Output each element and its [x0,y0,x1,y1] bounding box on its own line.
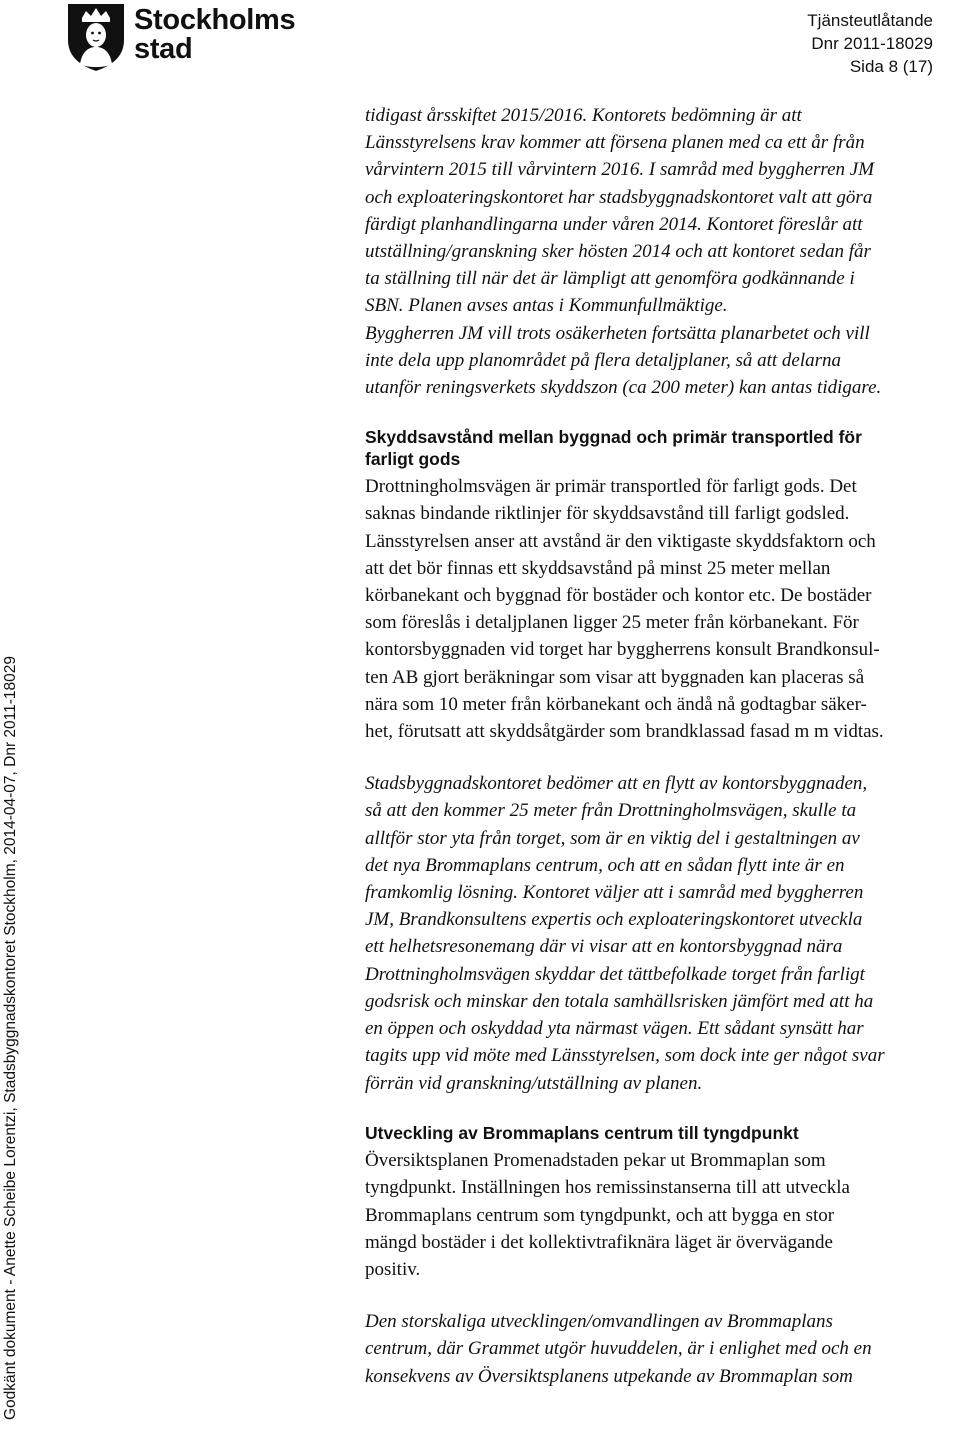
text-line: utställning/granskning sker hösten 2014 och att kontoret sedan får [365,241,871,263]
text-line: och exploateringskontoret har stadsbyggnadskontoret valt att göra [365,186,873,208]
text-line: att det bör finnas ett skyddsavstånd på minst 25 meter mellan [365,557,831,579]
text-line: mängd bostäder i det kollektivtrafiknära läget är övervägande [365,1231,833,1253]
stockholm-logo [66,2,296,74]
heading-line: farligt gods [365,448,461,469]
text-line: ta ställning till när det är lämpligt att genomföra godkännande i [365,268,855,290]
text-line: Drottningholmsvägen skyddar det tättbefolkade torget från farligt [365,963,865,985]
text-line: förrän vid granskning/utställning av planen. [365,1072,703,1094]
text-line: SBN. Planen avses antas i Kommunfullmäktige. [365,295,728,317]
text-line: som föreslås i detaljplanen ligger 25 meter från körbanekant. För [365,612,859,634]
logo-text-line1: Stockholms [134,4,296,36]
paragraph-brommaplan-centre [365,1147,960,1283]
text-line: tidigast årsskiftet 2015/2016. Kontorets bedömning är att [365,105,802,126]
text-line: körbanekant och byggnad för bostäder och kontor etc. De bostäder [365,585,872,607]
text-line: kontorsbyggnaden vid torget har byggherrens konsult Brandkonsul- [365,639,880,661]
text-line: positiv. [365,1259,421,1281]
text-line: Stadsbyggnadskontoret bedömer att en flytt av kontorsbyggnaden, [365,773,868,795]
text-line: Byggherren JM vill trots osäkerheten fortsätta planarbetet och vill [365,322,870,344]
text-line: färdigt planhandlingarna under våren 2014. Kontoret föreslår att [365,213,863,235]
text-line: det nya Brommaplans centrum, och att en sådan flytt inte är en [365,854,845,876]
heading-line: Skyddsavstånd mellan byggnad och primär transportled för [365,427,862,448]
text-line: Brommaplans centrum som tyngdpunkt, och att bygga en stor [365,1204,835,1226]
text-line: JM, Brandkonsultens expertis och exploateringskontoret utveckla [365,909,863,931]
text-line: het, förutsatt att skyddsåtgärder som brandklassad fasad m m vidtas. [365,721,884,743]
text-line: Länsstyrelsen anser att avstånd är den viktigaste skyddsfaktorn och [365,530,876,552]
text-line: konsekvens av Översiktsplanens utpekande av Brommaplan som [365,1365,853,1387]
text-line: saknas bindande riktlinjer för skyddsavstånd till farligt godsled. [365,503,850,525]
text-line: ten AB gjort beräkningar som visar att byggnaden kan placeras så [365,666,865,688]
text-line: centrum, där Grammet utgör huvuddelen, är i enlighet med och en [365,1338,872,1360]
heading-line: Utveckling av Brommaplans centrum till tyngdpunkt [365,1122,799,1143]
text-line: godsrisk och minskar den totala samhällsrisken jämfört med att ha [365,990,874,1012]
logo-text-line2: stad [134,33,193,65]
page-number: Sida 8 (17) [849,57,933,76]
paragraph-safety-distance [365,473,960,745]
paragraph-large-scale-development [365,1308,960,1390]
heading-brommaplan-centre [365,1123,960,1145]
text-line: vårvintern 2015 till vårvintern 2016. I samråd med byggherren JM [365,159,875,181]
text-line: nära som 10 meter från körbanekant och ändå nå godtagbar säker- [365,693,867,715]
document-number: Dnr 2011-18029 [811,34,933,53]
document-header [807,9,933,78]
approval-note: Godkänt dokument - Anette Scheibe Lorentzi, Stadsbyggnadskontoret Stockholm, 2014-04-07, Dnr 2011-18029 [2,655,19,1420]
text-line: framkomlig lösning. Kontoret väljer att i samråd med byggherren [365,882,864,904]
paragraph-office-assessment [365,770,960,1096]
paragraph-planning-timeline [365,102,960,401]
text-line: tagits upp vid möte med Länsstyrelsen, som dock inte ger något svar [365,1045,885,1067]
text-line: Översiktsplanen Promenadstaden pekar ut Brommaplan som [365,1150,826,1172]
document-body [365,102,960,1390]
text-line: Drottningholmsvägen är primär transportled för farligt gods. Det [365,476,857,498]
text-line: tyngdpunkt. Inställningen hos remissinstanserna till att utveckla [365,1177,850,1199]
text-line: Länsstyrelsens krav kommer att försena planen med ca ett år från [365,132,865,154]
document-type: Tjänsteutlåtande [807,11,933,30]
text-line: inte dela upp planområdet på flera detaljplaner, så att delarna [365,349,842,371]
text-line: så att den kommer 25 meter från Drottningholmsvägen, skulle ta [365,800,857,822]
text-line: Den storskaliga utvecklingen/omvandlingen av Brommaplans [365,1311,833,1333]
city-shield-icon [66,2,126,72]
heading-safety-distance [365,427,960,470]
text-line: en öppen och oskyddad yta närmast vägen. Ett sådant synsätt har [365,1018,864,1040]
text-line: utanför reningsverkets skyddszon (ca 200 meter) kan antas tidigare. [365,377,882,399]
text-line: ett helhetsresonemang där vi visar att en kontorsbyggnad nära [365,936,843,958]
text-line: alltför stor yta från torget, som är en viktig del i gestaltningen av [365,827,860,849]
